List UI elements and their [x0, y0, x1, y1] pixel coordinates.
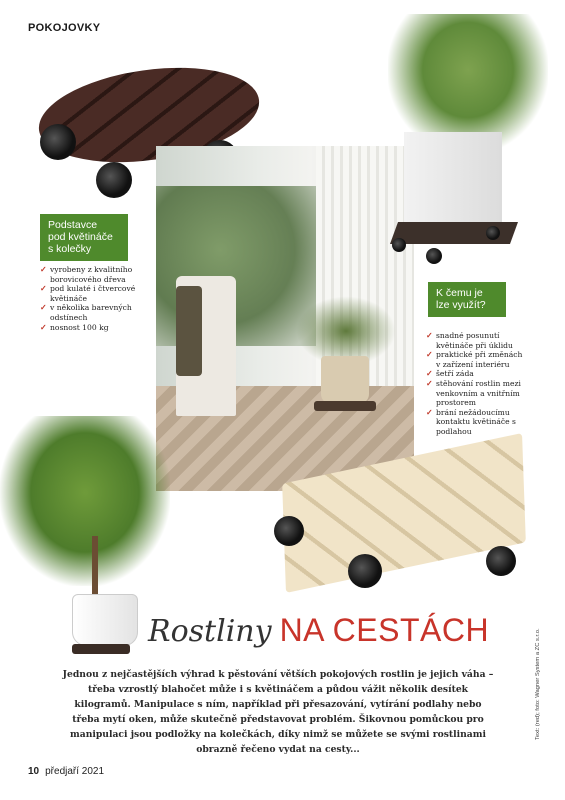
list-item: ✓ v několika barevných odstínech — [40, 303, 136, 322]
intro-paragraph: Jednou z nejčastějších výhrad k pěstování větších pokojových rostlin je jejich váha – třeba vzrostlý blahočet může i s květináčem a půdou vážit několik desítek kilogramů. Manipulace s ním, například při přesazování, vytírání podlahy nebo třeba mytí oken, může skutečně představovat problém. Šikovnou pomůckou pro manipulaci jsou podložky na kolečkách, díky nimž se můžete se svými rostlinami obrazně řečeno vydat na cesty... — [62, 669, 494, 755]
light-wooden-dolly-image — [274, 458, 530, 588]
callout-right-title-line: lze využít? — [436, 299, 486, 311]
article-headline — [148, 612, 489, 649]
headline-red: NA CESTÁCH — [279, 612, 490, 648]
callout-left-title — [40, 214, 128, 261]
list-item: ✓ stěhování rostlin mezi venkovním a vnitřním prostorem — [426, 379, 526, 408]
callout-left-list — [40, 265, 136, 332]
headline-italic: Rostliny — [148, 614, 272, 649]
list-item: ✓ nosnost 100 kg — [40, 323, 136, 333]
callout-left-title-line: pod květináče — [48, 231, 113, 243]
section-label: POKOJOVKY — [28, 22, 101, 34]
callout-right-list — [426, 331, 526, 437]
page-footer — [28, 766, 104, 777]
list-item: ✓ brání nežádoucímu kontaktu květináče s podlahou — [426, 408, 526, 437]
callout-left-title-line: s kolečky — [48, 243, 92, 255]
photo-credit: Text: (red); foto: Wagner System a ZC s.r.o. — [535, 628, 541, 740]
list-item: ✓ snadné posunutí květináče při úklidu — [426, 331, 526, 350]
issue-label: předjaří 2021 — [45, 766, 105, 777]
list-item: ✓ praktické při změnách v zařízení interiéru — [426, 350, 526, 369]
list-item: ✓ šetří záda — [426, 369, 526, 379]
room-photo — [156, 146, 414, 491]
square-planter-image — [388, 14, 548, 264]
callout-left-title-line: Podstavce — [48, 219, 98, 231]
list-item: ✓ vyrobeny z kvalitního borovicového dřeva — [40, 265, 136, 284]
list-item: ✓ pod kulaté i čtvercové květináče — [40, 284, 136, 303]
ficus-plant-image — [0, 416, 170, 656]
callout-right-title-line: K čemu je — [436, 287, 483, 299]
page-number: 10 — [28, 766, 40, 777]
callout-right-title — [428, 282, 506, 317]
